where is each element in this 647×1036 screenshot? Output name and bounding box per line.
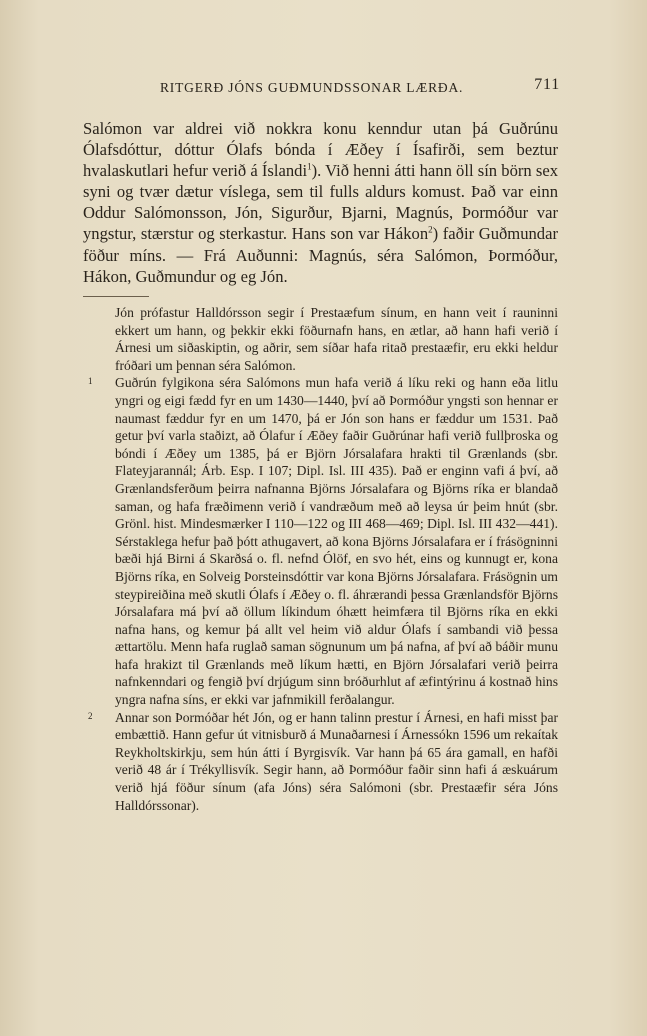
footnote-intro-text: Jón prófastur Halldórsson segir í Prestaæfum sínum, en hann veit í rauninni ekkert um hann, og þekkir ekki föðurnafn hans, en ætlar, að hann hafi verið í Árnesi um siðaskiptin, og aðrir, sem síðar hafa ritað prestaæfir, eru ekki heldur fróðari um þennan séra Salómon. bbox=[115, 305, 558, 373]
footnote-1 bbox=[83, 374, 558, 708]
footnote-divider bbox=[83, 296, 149, 297]
footnote-1-text: Guðrún fylgikona séra Salómons mun hafa verið á líku reki og hann eða litlu yngri og eigi fædd fyr en um 1430—1440, því að Þormóður yngsti son hennar er naumast fæddur fyr en um 1470, þá er Jón son hans er fæddur um 1531. Það getur því varla staðizt, að Ólafur í Æðey faðir Guðrúnar hafi verið fullþroska og bóndi í Æðey um 1385, þá er Björn Jórsalafara hrakti til Grænlands (sbr. Flateyjarannál; Árb. Esp. I 107; Dipl. Isl. III 435). Það er enginn vafi á því, að Grænlandsferðum þeirra nafnanna Björns Jórsalafara og Björns ríka er blandað saman, og hafa fræðimenn verið í vandræðum með að leysa úr þeim hnút (sbr. Grönl. hist. Mindesmærker I 110—122 og III 468—469; Dipl. Isl. III 432—441). Sérstaklega hefur það þótt athugavert, að kona Björns Jórsalafara er í frásögninni bæði hjá Birni á Skarðsá o. fl. nefnd Ólöf, en svo hét, eins og kunnugt er, kona Björns ríka, en Solveig Þorsteinsdóttir var kona Björns Jórsalafara. Frásögnin um steypireiðina með skutli Ólafs í Æðey o. fl. áhrærandi þessa Grænlandsför Björns Jórsalafara má því að öllum líkindum óhætt heimfæra til Björns ríka en ekki nafna hans, og kemur þá allt vel heim við aldur Ólafs í sambandi við þessa ættartölu. Menn hafa ruglað saman sögnunum um þá nafna, af því að báðir munu hafa hrakizt til Grænlands með líkum hætti, en Björn Jórsalafari verið þeirra nafnkenndari og fengið því drjúgum sinn bróðurhlut af æfintýrinu á kostnað hins yngra nafna síns, er ekki var jafnmikill ferðalangur. bbox=[115, 375, 558, 708]
running-title: RITGERÐ JÓNS GUÐMUNDSSONAR LÆRÐA. bbox=[160, 80, 464, 95]
footnote-intro bbox=[83, 304, 558, 374]
footnote-2 bbox=[83, 709, 558, 815]
footnotes bbox=[83, 304, 558, 814]
main-paragraph bbox=[83, 118, 558, 287]
footnote-2-mark: 2 bbox=[88, 710, 93, 721]
footnote-ref-2: 2 bbox=[428, 224, 433, 235]
main-text-part-2: ). Við henni átti hann öll sín börn sex syni og tvær dætur víslega, sem til fulls aldurs komust. Það var einn Oddur Salómonsson, Jón, Sigurður, Bjarni, Magnús, Þormóður var yngstur, stærstur og sterkastur. Hans son var Hákon bbox=[83, 161, 558, 244]
footnote-2-text: Annar son Þormóðar hét Jón, og er hann talinn prestur í Árnesi, en hafi misst þar embættið. Hann gefur út vitnisburð á Munaðarnesi í Árnessókn 1596 um rekaítak Reykholtskirkju, sem hún átti í Byrgisvík. Var hann þá 65 ára gamall, en hafði verið 48 ár í Trékyllisvík. Segir hann, að Þormóður faðir sinn hafi á æskuárum verið hjá föður sínum (afa Jóns) séra Salómoni (sbr. Prestaæfir séra Jóns Halldórssonar). bbox=[115, 709, 558, 813]
main-text-part-1: Salómon var aldrei við nokkra konu kenndur utan þá Guðrúnu Ólafsdóttur, dóttur Ólafs bónda í Æðey í Ísafirði, sem beztur hvalaskutlari hefur verið á Íslandi bbox=[83, 119, 558, 181]
footnote-ref-1: 1 bbox=[307, 161, 312, 172]
footnote-1-mark: 1 bbox=[88, 376, 93, 387]
page-number: 711 bbox=[534, 76, 560, 93]
main-text-part-3: ) faðir Guðmundar föður míns. — Frá Auðunni: Magnús, séra Salómon, Þormóður, Hákon, Guðmundur og eg Jón. bbox=[83, 224, 558, 286]
running-header bbox=[160, 76, 560, 98]
